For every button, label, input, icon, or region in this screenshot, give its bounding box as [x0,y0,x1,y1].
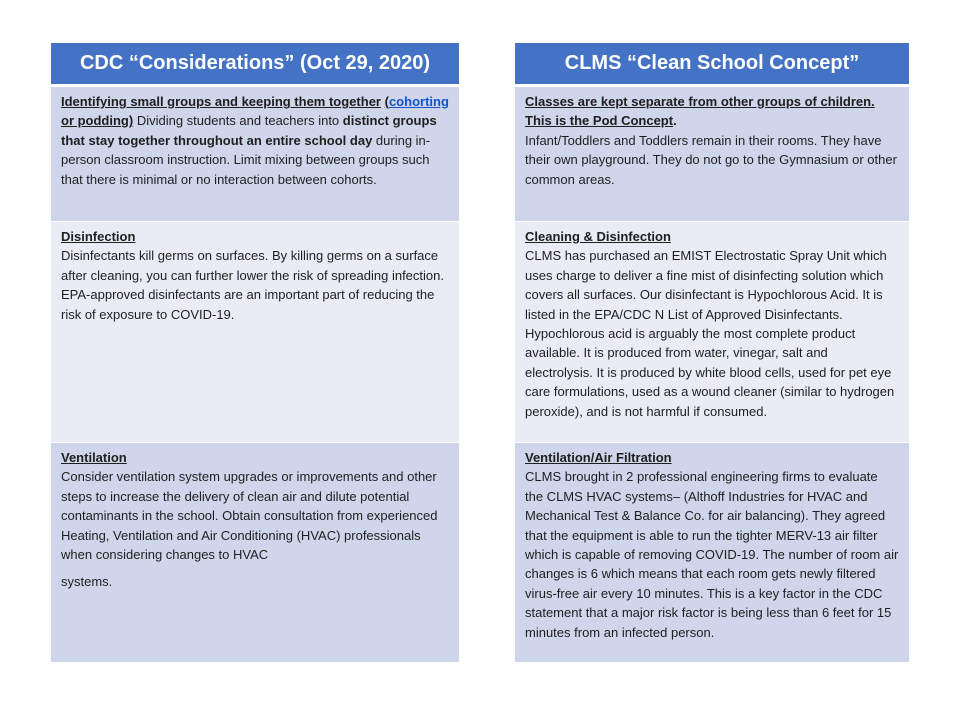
cohorting-heading: Identifying small groups and keeping them together [61,94,381,109]
ventilation-tail: systems. [61,574,113,590]
pod-period: . [673,113,677,129]
cleaning-heading: Cleaning & Disinfection [525,229,671,244]
clms-header: CLMS “Clean School Concept” [515,43,909,87]
clms-cleaning-cell [515,222,909,443]
cohorting-link[interactable]: cohorting [388,94,449,109]
cdc-ventilation-cell [51,443,459,663]
cohorting-after-link: or podding) [61,113,134,129]
cleaning-body: CLMS has purchased an EMIST Electrostatic Spray Unit which uses charge to deliver a fine mist of disinfecting solution which covers all surfaces. Our disinfectant is Hypochlorous Acid. It is listed in the EPA/CDC N List of Approved Disinfectants. Hypochlorous acid is arguably the most complete product available. It is produced from water, vinegar, salt and electrolysis. It is produced by white blood cells, used for pet eye care formulations, used as a wound cleaner (similar to hydrogen peroxide), and is not harmful if consumed. [525,248,895,419]
clms-ventilation-cell [515,443,909,663]
air-filtration-body: CLMS brought in 2 professional engineering firms to evaluate the CLMS HVAC systems– (Althoff Industries for HVAC and Mechanical Test & Balance Co. for air balancing). They agreed that the equipment is able to run the tighter MERV-13 air filter which is capable of removing COVID-19. The number of room air changes is 6 which means that each room gets newly filtered virus-free air every 10 minutes. This is a key factor in the CDC statement that a major risk factor is being less than 6 feet for 15 minutes from an infected person. [525,469,899,640]
pod-heading: Classes are kept separate from other groups of children. This is the Pod Concept [525,94,875,129]
air-filtration-heading: Ventilation/Air Filtration [525,450,672,465]
disinfection-body: Disinfectants kill germs on surfaces. By killing germs on a surface after cleaning, you can further lower the risk of spreading infection. EPA-approved disinfectants are an important part of reducing the risk of exposure to COVID-19. [61,248,444,322]
ventilation-heading: Ventilation [61,450,127,465]
clms-clean-school-table [515,43,909,663]
cdc-cohorting-cell [51,87,459,222]
cohorting-text-1: Dividing students and teachers into [133,113,343,129]
pod-body: Infant/Toddlers and Toddlers remain in their rooms. They have their own playground. They do not go to the Gymnasium or other common areas. [525,132,897,187]
cohorting-text-2: during in-person classroom instruction. Limit mixing between groups such that there is minimal or no interaction between cohorts. [61,132,431,187]
cohorting-paren-open: ( [384,94,389,109]
clms-pod-cell [515,87,909,222]
disinfection-heading: Disinfection [61,229,136,244]
ventilation-body: Consider ventilation system upgrades or improvements and other steps to increase the delivery of clean air and dilute potential contaminants in the school. Obtain consultation from experienced Heating, Ventilation and Air Conditioning (HVAC) professionals when considering changes to HVAC [61,469,438,563]
cdc-header: CDC “Considerations” (Oct 29, 2020) [51,43,459,87]
cdc-disinfection-cell [51,222,459,443]
cohorting-bold-phrase: distinct groups that stay together throughout an entire school day [61,113,437,148]
cdc-considerations-table [51,43,459,663]
